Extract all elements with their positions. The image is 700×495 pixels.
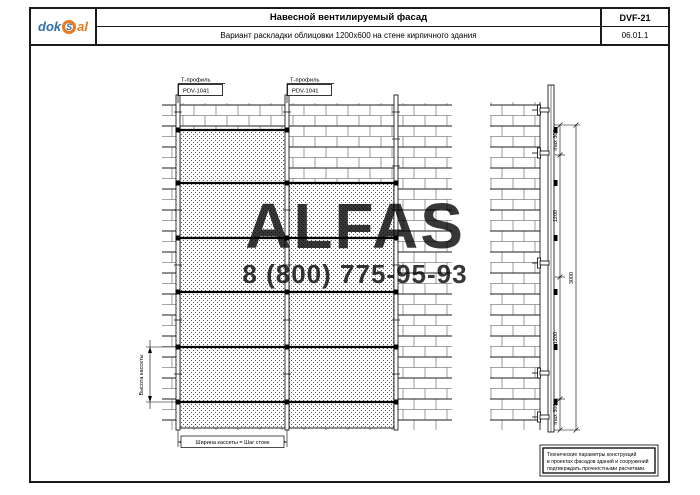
dim-max300-top: max 300	[553, 129, 559, 151]
t-profile	[176, 95, 180, 430]
profile-callout-2	[287, 78, 334, 104]
section-brick-wall	[490, 102, 540, 430]
watermark-phone: 8 (800) 775-95-93	[242, 259, 468, 289]
cassette-width-label: Ширина кассеты = Шаг стоек	[195, 440, 270, 446]
logo	[31, 9, 97, 44]
dim-max300-bottom: max 300	[553, 403, 559, 425]
note-line-1: Технические параметры конструкций	[547, 452, 637, 458]
drawing-subtitle: Вариант раскладки облицовки 1200x600 на стене кирпичного здания	[220, 31, 477, 40]
logo-s-icon: S	[62, 20, 76, 34]
drawing-sheet	[29, 7, 670, 483]
sheet-number: 06.01.1	[621, 31, 649, 40]
cassette-height-label: Высота кассеты	[139, 354, 145, 396]
note-line-2: в проектах фасадов зданий и сооружений	[547, 459, 649, 465]
dim-1200-upper: 1200	[553, 209, 559, 223]
logo-text-al: al	[77, 19, 88, 34]
note-box	[540, 445, 658, 476]
section-view	[490, 85, 580, 433]
callout-label: Т-профиль	[290, 77, 320, 84]
callout-label: Т-профиль	[181, 77, 211, 84]
doksal-logo	[38, 19, 88, 34]
dim-overall-3000: 3000	[569, 271, 575, 285]
title-cell	[97, 9, 602, 44]
watermark	[242, 190, 467, 289]
facade-drawing	[31, 44, 668, 483]
logo-text-dok: dok	[38, 19, 62, 34]
code-cell	[602, 9, 668, 44]
drawing-code: DVF-21	[602, 9, 668, 27]
profile-callout-1	[178, 78, 225, 104]
watermark-name: ALFAS	[245, 190, 465, 262]
callout-value: PDV-1041	[292, 88, 319, 95]
drawing-title: Навесной вентилируемый фасад	[97, 9, 600, 27]
dim-1200-lower: 1200	[553, 331, 559, 345]
note-line-3: подтверждать прочностными расчетами.	[547, 466, 646, 472]
title-block	[31, 9, 668, 46]
callout-value: PDV-1041	[183, 88, 210, 95]
